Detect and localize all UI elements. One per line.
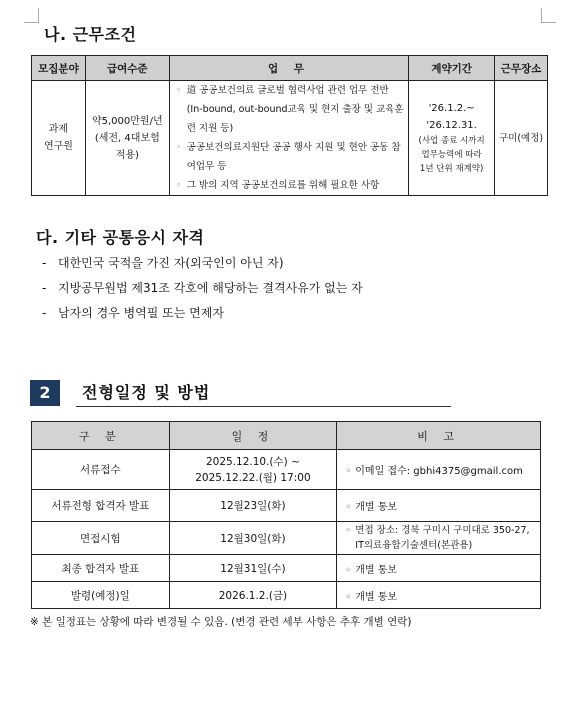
table-row (32, 490, 541, 522)
row-label: 최종 합격자 발표 (32, 555, 170, 582)
row-note: ◦ 개별 통보 (337, 582, 541, 609)
table-row (32, 450, 541, 490)
table-row (32, 522, 541, 555)
row-date: 2025.12.10.(수) ~ 2025.12.22.(월) 17:00 (169, 450, 337, 490)
work-conditions-table (31, 55, 548, 196)
header-salary: 급여수준 (85, 56, 169, 81)
table-row (32, 555, 541, 582)
cell-place: 구미(예정) (495, 81, 548, 196)
row-label: 서류전형 합격자 발표 (32, 490, 170, 522)
table-header-row (32, 56, 548, 81)
row-label: 서류접수 (32, 450, 170, 490)
header-remarks: 비 고 (337, 422, 541, 450)
heading-underline (76, 406, 451, 407)
duty-item: ◦ 공공보건의료지원단 공공 행사 지원 및 현안 공동 참여업무 등 (176, 138, 404, 176)
header-place: 근무장소 (495, 56, 548, 81)
row-date: 12월23일(화) (169, 490, 337, 522)
table-row (32, 582, 541, 609)
list-item: - 지방공무원법 제31조 각호에 해당하는 결격사유가 없는 자 (42, 281, 363, 295)
crop-mark-top-right (541, 8, 556, 23)
list-item: - 남자의 경우 병역필 또는 면제자 (42, 306, 224, 320)
header-schedule: 일 정 (169, 422, 337, 450)
table-row (32, 81, 548, 196)
row-note: ◦ 개별 통보 (337, 555, 541, 582)
qualification-list (42, 253, 363, 328)
cell-field: 과제 연구원 (32, 81, 86, 196)
section-heading-schedule: 전형일정 및 방법 (82, 383, 211, 402)
header-duties: 업 무 (169, 56, 408, 81)
row-date: 12월30일(화) (169, 522, 337, 555)
row-date: 2026.1.2.(금) (169, 582, 337, 609)
duty-item: ◦ 그 밖의 지역 공공보건의료를 위해 필요한 사항 (176, 176, 404, 195)
header-field: 모집분야 (32, 56, 86, 81)
cell-salary: 약5,000만원/년 (세전, 4대보험 적용) (85, 81, 169, 196)
crop-mark-top-left (24, 8, 39, 23)
duty-item: ◦ 道 공공보건의료 글로벌 협력사업 관련 업무 전반 (In-bound, out-bound교육 및 현지 출장 및 교육훈련 지원 등) (176, 81, 404, 138)
list-item: - 대한민국 국적을 가진 자(외국인이 아닌 자) (42, 256, 284, 270)
row-label: 발령(예정)일 (32, 582, 170, 609)
section-number-badge: 2 (30, 380, 60, 406)
row-note: ◦ 개별 통보 (337, 490, 541, 522)
cell-period: '26.1.2.~ '26.12.31. (사업 종료 시까지 업무능력에 따라 1년 단위 재계약) (409, 81, 495, 196)
schedule-footnote: ※ 본 일정표는 상황에 따라 변경될 수 있음. (변경 관련 세부 사항은 추후 개별 연락) (30, 616, 412, 628)
header-period: 계약기간 (409, 56, 495, 81)
row-note: ◦ 이메일 접수: gbhi4375@gmail.com (337, 450, 541, 490)
row-label: 면접시험 (32, 522, 170, 555)
row-note: ◦ 면접 장소: 경북 구미시 구미대로 350-27, IT의료융합기술센터(본관용) (337, 522, 541, 555)
table-header-row (32, 422, 541, 450)
section-heading-work-conditions: 나. 근무조건 (44, 25, 137, 44)
row-date: 12월31일(수) (169, 555, 337, 582)
schedule-table (31, 421, 541, 609)
section-heading-qualifications: 다. 기타 공통응시 자격 (36, 228, 205, 247)
cell-duties (169, 81, 408, 196)
header-category: 구 분 (32, 422, 170, 450)
